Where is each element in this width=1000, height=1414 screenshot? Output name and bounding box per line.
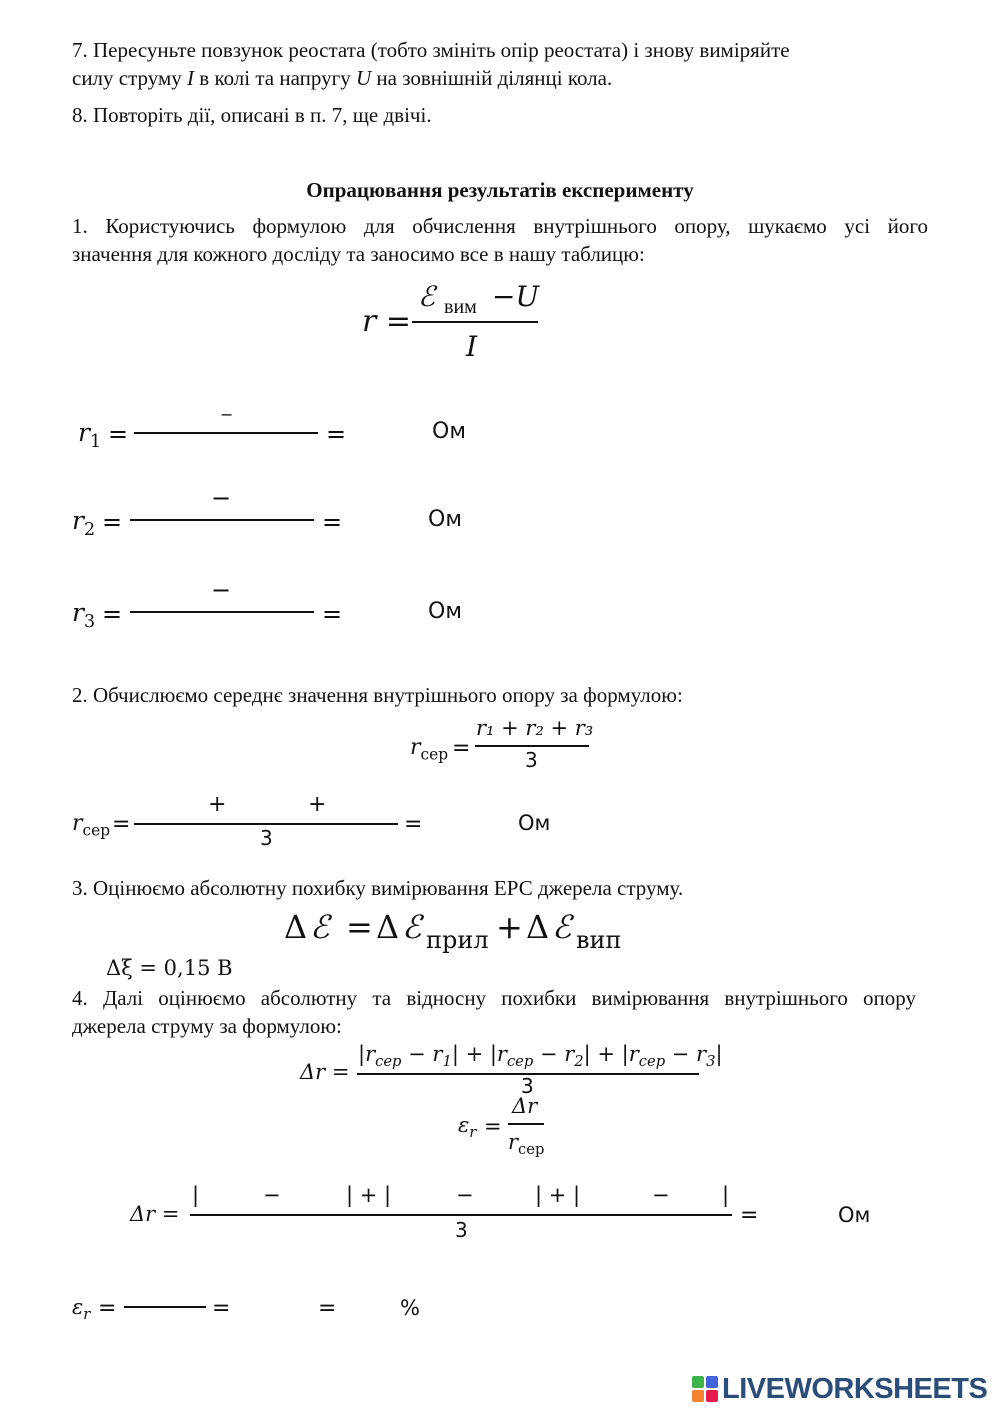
logo-icon bbox=[692, 1376, 718, 1402]
step8-text: 8. Повторіть дії, описані в п. 7, ще двічі. bbox=[72, 103, 432, 127]
step7-line2 bbox=[72, 64, 612, 92]
formula-r-lhs: r = bbox=[362, 304, 412, 339]
formula-er-den-name: r bbox=[508, 1130, 519, 1154]
er-calc-lhs bbox=[72, 1295, 91, 1324]
r2-fraction-bar bbox=[130, 519, 314, 521]
item1-line2: значення для кожного досліду та заносимо все в нашу таблицю: bbox=[72, 242, 645, 266]
r2-eq1: = bbox=[102, 508, 123, 536]
r2-lhs bbox=[72, 506, 96, 541]
r2-eq2: = bbox=[322, 508, 343, 536]
formula-r-minus-u: −U bbox=[492, 280, 540, 313]
formula-r-fraction-bar bbox=[412, 321, 538, 323]
formula-dr-lhs: Δr = bbox=[300, 1060, 350, 1084]
rser-calc-plus1: + bbox=[208, 792, 227, 817]
r3-lhs bbox=[72, 598, 96, 633]
er-calc-unit: % bbox=[400, 1296, 420, 1320]
formula-demf-sub2: вип bbox=[576, 926, 622, 954]
rser-calc-lhs-name: r bbox=[72, 811, 83, 836]
rser-calc-plus2: + bbox=[308, 792, 327, 817]
dr-calc-unit: Ом bbox=[838, 1203, 871, 1227]
step7-var-u: U bbox=[355, 66, 372, 90]
formula-er-lhs-sub: r bbox=[469, 1124, 477, 1142]
logo-square-1 bbox=[692, 1376, 704, 1388]
formula-er-denominator bbox=[508, 1130, 545, 1159]
dr-calc-lhs: Δr = bbox=[130, 1202, 180, 1226]
er-calc-fraction-bar bbox=[124, 1306, 206, 1308]
step7-line1: 7. Пересуньте повзунок реостата (тобто змініть опір реостата) і знову виміряйте bbox=[72, 38, 790, 62]
logo-square-4 bbox=[706, 1390, 718, 1402]
formula-er-eq: = bbox=[484, 1114, 502, 1138]
er-calc-eq2: = bbox=[212, 1296, 231, 1321]
formula-rser-numerator: r₁ + r₂ + r₃ bbox=[476, 716, 594, 740]
formula-rser-lhs-name: r bbox=[410, 735, 421, 760]
dr-calc-part-6: − bbox=[652, 1183, 670, 1207]
dr-calc-part-2: − bbox=[263, 1183, 281, 1207]
emf-symbol: ℰ bbox=[418, 280, 435, 313]
r3-fraction-bar bbox=[130, 611, 314, 613]
formula-er-fraction-bar bbox=[508, 1123, 544, 1125]
step7-text-a: силу струму bbox=[72, 66, 188, 90]
r1-eq1: = bbox=[108, 420, 129, 448]
formula-rser-fraction-bar bbox=[475, 745, 589, 747]
formula-r-denominator: I bbox=[466, 330, 478, 363]
r2-minus: − bbox=[211, 484, 232, 512]
step7-var-i: I bbox=[187, 66, 195, 90]
formula-rser-lhs-sub: сер bbox=[420, 745, 449, 764]
r1-eq2: = bbox=[326, 420, 347, 448]
dr-calc-denominator: 3 bbox=[455, 1218, 468, 1242]
dr-calc-fraction-bar bbox=[190, 1214, 732, 1216]
r2-unit: Ом bbox=[428, 507, 462, 532]
formula-er-lhs-name: ε bbox=[458, 1113, 470, 1137]
formula-demf-delta1: Δ bbox=[284, 908, 308, 946]
rser-calc-unit: Ом bbox=[518, 811, 551, 835]
formula-rser-eq: = bbox=[452, 736, 471, 761]
formula-er-numerator: Δr bbox=[512, 1094, 538, 1118]
formula-er-lhs bbox=[458, 1113, 477, 1142]
r3-eq2: = bbox=[322, 600, 343, 628]
formula-demf-delta3: Δ bbox=[526, 908, 550, 946]
formula-r-emf-sub: вим bbox=[444, 296, 477, 318]
r1-name: r bbox=[78, 418, 90, 447]
item2-text: 2. Обчислюємо середнє значення внутрішнього опору за формулою: bbox=[72, 683, 683, 707]
step7-text-c: на зовнішній ділянці кола. bbox=[371, 66, 613, 90]
formula-rser-denominator: 3 bbox=[525, 748, 538, 772]
er-calc-lhs-sub: r bbox=[83, 1306, 91, 1324]
formula-demf-sub1: прил bbox=[426, 926, 489, 954]
r1-fraction-bar bbox=[134, 432, 318, 434]
dxi-value: Δξ = 0,15 В bbox=[106, 956, 233, 980]
formula-dr-denominator: 3 bbox=[521, 1074, 534, 1098]
logo-text: LIVEWORKSHEETS bbox=[722, 1372, 988, 1405]
dr-calc-eq2: = bbox=[740, 1203, 759, 1228]
formula-rser-lhs bbox=[410, 735, 449, 764]
rser-calc-lhs-sub: сер bbox=[82, 821, 111, 840]
liveworksheets-logo[interactable] bbox=[692, 1373, 987, 1405]
formula-demf-emf3: ℰ bbox=[552, 908, 572, 946]
r3-unit: Ом bbox=[428, 599, 462, 624]
rser-calc-eq1: = bbox=[112, 812, 131, 837]
item1-line1: 1. Користуючись формулою для обчислення внутрішнього опору, шукаємо усі його bbox=[72, 214, 928, 238]
logo-square-3 bbox=[692, 1390, 704, 1402]
rser-calc-lhs bbox=[72, 811, 111, 840]
item3-text: 3. Оцінюємо абсолютну похибку вимірювання ЕРС джерела струму. bbox=[72, 876, 684, 900]
item4-line2: джерела струму за формулою: bbox=[72, 1014, 342, 1038]
formula-demf-delta2: Δ bbox=[376, 908, 400, 946]
dr-calc-part-1: | bbox=[192, 1183, 200, 1207]
r1-sub: 1 bbox=[89, 432, 102, 453]
formula-er-den-sub: сер bbox=[518, 1141, 545, 1159]
formula-demf-emf1: ℰ bbox=[310, 908, 330, 946]
r1-lhs bbox=[78, 418, 102, 453]
dr-calc-part-3: | + | bbox=[346, 1183, 392, 1207]
er-calc-lhs-name: ε bbox=[72, 1295, 84, 1319]
r2-sub: 2 bbox=[83, 520, 96, 541]
formula-demf-plus: + bbox=[496, 908, 523, 946]
r3-eq1: = bbox=[102, 600, 123, 628]
r1-unit: Ом bbox=[432, 419, 466, 444]
step7-text-b: в колі та напругу bbox=[194, 66, 356, 90]
rser-calc-eq2: = bbox=[404, 812, 423, 837]
dr-calc-part-5: | + | bbox=[535, 1183, 581, 1207]
logo-square-2 bbox=[706, 1376, 718, 1388]
formula-dr-numerator: $|r_{сер} - r_1| + |r_{сер} - r_2| + |r_{сер} - r_3|$ bbox=[358, 1042, 723, 1071]
r3-sub: 3 bbox=[83, 612, 96, 633]
rser-calc-denominator: 3 bbox=[260, 826, 273, 850]
item4-line1: 4. Далі оцінюємо абсолютну та відносну похибки вимірювання внутрішнього опору bbox=[72, 986, 916, 1010]
r2-name: r bbox=[72, 506, 84, 535]
section-heading: Опрацювання результатів експерименту bbox=[306, 178, 694, 202]
r3-minus: − bbox=[211, 576, 232, 604]
er-calc-eq3: = bbox=[318, 1296, 337, 1321]
formula-demf-eq: = bbox=[346, 908, 373, 946]
r1-minus: − bbox=[220, 405, 234, 424]
er-calc-eq1: = bbox=[98, 1296, 117, 1321]
dr-calc-part-7: | bbox=[722, 1183, 730, 1207]
rser-calc-fraction-bar bbox=[134, 823, 398, 825]
formula-demf-emf2: ℰ bbox=[402, 908, 422, 946]
r3-name: r bbox=[72, 598, 84, 627]
dr-calc-part-4: − bbox=[456, 1183, 474, 1207]
